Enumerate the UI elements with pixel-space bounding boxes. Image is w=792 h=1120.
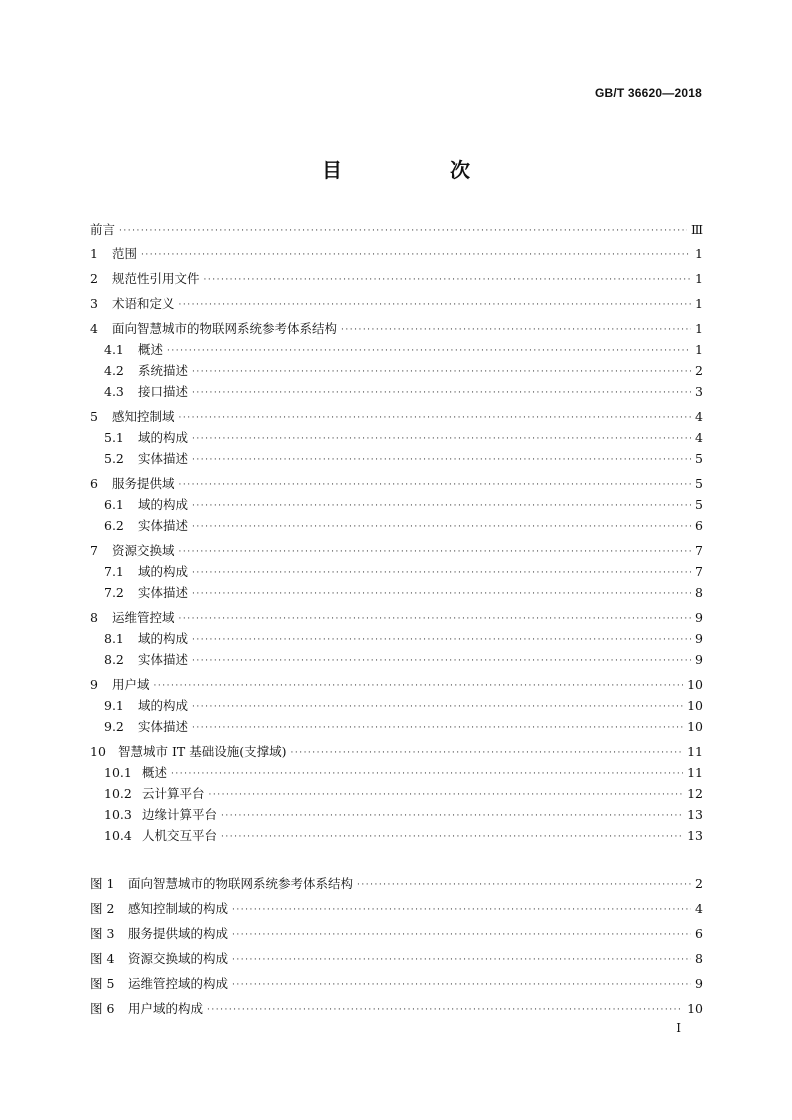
page-ref: 1	[695, 296, 703, 311]
section-title: 资源交换域的构成	[128, 951, 229, 966]
page-ref: 5	[695, 497, 703, 512]
leader-dots	[192, 365, 691, 379]
section-number: 图 1	[90, 876, 115, 891]
toc-item-label	[90, 1001, 203, 1017]
toc-item[interactable]	[90, 296, 703, 312]
toc-item[interactable]	[90, 222, 703, 238]
section-number: 3	[90, 296, 98, 311]
toc-item[interactable]	[90, 384, 703, 400]
section-number: 9	[90, 677, 98, 692]
page-ref: 5	[695, 451, 703, 466]
toc-item-label	[90, 296, 175, 312]
section-number: 10.1	[104, 765, 132, 780]
section-number: 1	[90, 246, 98, 261]
section-title: 运维管控域	[112, 610, 175, 625]
section-title: 智慧城市 IT 基础设施(支撑域)	[118, 744, 287, 759]
section-title: 前言	[90, 222, 116, 237]
toc-item[interactable]	[90, 698, 703, 714]
toc-item-label	[90, 677, 150, 693]
page-ref: 7	[695, 543, 703, 558]
toc-item-label	[90, 476, 175, 492]
leader-dots	[192, 432, 691, 446]
toc-item-label	[90, 518, 188, 534]
section-title: 实体描述	[138, 652, 189, 667]
toc-item[interactable]	[90, 564, 703, 580]
figure-list-item[interactable]	[90, 901, 703, 917]
figure-list-item[interactable]	[90, 951, 703, 967]
leader-dots	[192, 700, 683, 714]
leader-dots	[167, 344, 691, 358]
toc-item[interactable]	[90, 246, 703, 262]
section-title: 规范性引用文件	[112, 271, 200, 286]
leader-dots	[357, 878, 691, 892]
toc-item[interactable]	[90, 543, 703, 559]
toc-item-label	[90, 631, 188, 647]
section-title: 面向智慧城市的物联网系统参考体系结构	[128, 876, 354, 891]
leader-dots	[179, 478, 691, 492]
figure-list-item[interactable]	[90, 926, 703, 942]
section-title: 人机交互平台	[142, 828, 218, 843]
toc-item-label	[90, 363, 188, 379]
toc-item-label	[90, 698, 188, 714]
toc-item[interactable]	[90, 430, 703, 446]
toc-item-label	[90, 719, 188, 735]
section-title: 域的构成	[138, 497, 189, 512]
section-number: 4.2	[104, 363, 124, 378]
page-ref: Ⅲ	[690, 222, 703, 237]
figure-list-item[interactable]	[90, 976, 703, 992]
toc-item-label	[90, 271, 200, 287]
leader-dots	[204, 273, 691, 287]
section-number: 4.1	[104, 342, 124, 357]
leader-dots	[341, 323, 691, 337]
page-ref: 10	[687, 719, 703, 734]
section-number: 6.1	[104, 497, 124, 512]
leader-dots	[232, 903, 691, 917]
figure-list-item[interactable]	[90, 1001, 703, 1017]
section-number: 5.1	[104, 430, 124, 445]
section-title: 感知控制域的构成	[128, 901, 229, 916]
toc-item[interactable]	[90, 744, 703, 760]
page-ref: 1	[695, 342, 703, 357]
toc-item-label	[90, 828, 217, 844]
section-number: 5	[90, 409, 98, 424]
leader-dots	[192, 721, 683, 735]
toc-item[interactable]	[90, 476, 703, 492]
toc-item[interactable]	[90, 610, 703, 626]
toc-item-label	[90, 321, 337, 337]
leader-dots	[232, 953, 691, 967]
leader-dots	[179, 545, 691, 559]
page-ref: 3	[695, 384, 703, 399]
page-ref: 10	[687, 677, 703, 692]
toc-item[interactable]	[90, 497, 703, 513]
page-ref: 11	[687, 744, 703, 759]
leader-dots	[154, 679, 684, 693]
leader-dots	[221, 809, 683, 823]
page-ref: 1	[695, 271, 703, 286]
toc-item[interactable]	[90, 363, 703, 379]
page-ref: 1	[695, 321, 703, 336]
section-number: 图 5	[90, 976, 115, 991]
section-number: 6.2	[104, 518, 124, 533]
toc-item[interactable]	[90, 652, 703, 668]
section-number: 4	[90, 321, 98, 336]
toc-item[interactable]	[90, 321, 703, 337]
section-title: 实体描述	[138, 585, 189, 600]
section-number: 6	[90, 476, 98, 491]
page-title: 目 次	[322, 158, 514, 182]
section-number: 5.2	[104, 451, 124, 466]
toc-item-label	[90, 901, 228, 917]
section-number: 8	[90, 610, 98, 625]
section-title: 范围	[112, 246, 138, 261]
leader-dots	[179, 411, 691, 425]
section-number: 7	[90, 543, 98, 558]
page-ref: 5	[695, 476, 703, 491]
leader-dots	[232, 978, 691, 992]
section-title: 系统描述	[138, 363, 189, 378]
page-ref: 13	[687, 807, 703, 822]
page-ref: 9	[695, 652, 703, 667]
toc-item-label	[90, 384, 188, 400]
section-title: 实体描述	[138, 518, 189, 533]
toc-item[interactable]	[90, 807, 703, 823]
toc-item-label	[90, 976, 228, 992]
section-number: 图 3	[90, 926, 115, 941]
section-title: 概述	[138, 342, 164, 357]
leader-dots	[192, 520, 691, 534]
section-number: 10.2	[104, 786, 132, 801]
page-ref: 10	[687, 698, 703, 713]
toc-item[interactable]	[90, 677, 703, 693]
section-title: 实体描述	[138, 719, 189, 734]
leader-dots	[207, 1003, 683, 1017]
leader-dots	[192, 499, 691, 513]
page-ref: 4	[695, 409, 703, 424]
toc-item[interactable]	[90, 765, 703, 781]
section-number: 7.2	[104, 585, 124, 600]
leader-dots	[221, 830, 683, 844]
page-ref: 8	[695, 951, 703, 966]
leader-dots	[232, 928, 691, 942]
section-title: 用户域的构成	[128, 1001, 204, 1016]
section-title: 用户域	[112, 677, 150, 692]
toc-item-label	[90, 246, 137, 262]
toc-item-label	[90, 585, 188, 601]
toc-item-label	[90, 409, 175, 425]
section-number: 10	[90, 744, 106, 759]
section-title: 域的构成	[138, 430, 189, 445]
toc-item[interactable]	[90, 409, 703, 425]
page-ref: 1	[695, 246, 703, 261]
section-title: 感知控制域	[112, 409, 175, 424]
toc-item[interactable]	[90, 518, 703, 534]
leader-dots	[192, 386, 691, 400]
page-ref: 4	[695, 901, 703, 916]
toc-item[interactable]	[90, 719, 703, 735]
toc-item-label	[90, 430, 188, 446]
toc-item-label	[90, 926, 228, 942]
page-ref: 9	[695, 976, 703, 991]
section-title: 实体描述	[138, 451, 189, 466]
section-number: 10.4	[104, 828, 132, 843]
section-number: 2	[90, 271, 98, 286]
toc-item-label	[90, 744, 286, 760]
page-ref: 13	[687, 828, 703, 843]
section-title: 域的构成	[138, 698, 189, 713]
section-number: 8.2	[104, 652, 124, 667]
toc-item[interactable]	[90, 828, 703, 844]
page-ref: 9	[695, 610, 703, 625]
page-ref: 6	[695, 926, 703, 941]
toc-item-label	[90, 342, 163, 358]
section-number: 7.1	[104, 564, 124, 579]
section-title: 云计算平台	[142, 786, 205, 801]
toc-item-label	[90, 786, 205, 802]
leader-dots	[192, 587, 691, 601]
leader-dots	[141, 248, 691, 262]
section-title: 域的构成	[138, 564, 189, 579]
page-ref: 2	[695, 876, 703, 891]
section-title: 接口描述	[138, 384, 189, 399]
leader-dots	[209, 788, 684, 802]
leader-dots	[192, 633, 691, 647]
page-ref: 2	[695, 363, 703, 378]
toc-item[interactable]	[90, 271, 703, 287]
toc-item[interactable]	[90, 451, 703, 467]
section-title: 资源交换域	[112, 543, 175, 558]
toc-item-label	[90, 564, 188, 580]
page-ref: 4	[695, 430, 703, 445]
section-title: 服务提供域	[112, 476, 175, 491]
page-ref: 12	[687, 786, 703, 801]
section-title: 域的构成	[138, 631, 189, 646]
toc-item[interactable]	[90, 786, 703, 802]
leader-dots	[192, 453, 691, 467]
section-title: 运维管控域的构成	[128, 976, 229, 991]
leader-dots	[290, 746, 683, 760]
leader-dots	[119, 224, 687, 238]
section-title: 边缘计算平台	[142, 807, 218, 822]
section-number: 4.3	[104, 384, 124, 399]
figure-list-item[interactable]	[90, 876, 703, 892]
toc-item-label	[90, 951, 228, 967]
section-number: 8.1	[104, 631, 124, 646]
section-title: 服务提供域的构成	[128, 926, 229, 941]
section-number: 10.3	[104, 807, 132, 822]
page-ref: 8	[695, 585, 703, 600]
section-number: 9.1	[104, 698, 124, 713]
leader-dots	[171, 767, 683, 781]
toc-item[interactable]	[90, 631, 703, 647]
toc-item-label	[90, 652, 188, 668]
toc-item-label	[90, 765, 167, 781]
section-number: 图 6	[90, 1001, 115, 1016]
toc-item-label	[90, 222, 115, 238]
toc-item-label	[90, 876, 353, 892]
section-number: 9.2	[104, 719, 124, 734]
page-ref: 6	[695, 518, 703, 533]
page-number: I	[676, 1021, 681, 1035]
toc-item-label	[90, 543, 175, 559]
section-title: 术语和定义	[112, 296, 175, 311]
toc-item-label	[90, 451, 188, 467]
leader-dots	[192, 566, 691, 580]
toc-item-label	[90, 610, 175, 626]
leader-dots	[179, 612, 691, 626]
toc-item[interactable]	[90, 342, 703, 358]
page-ref: 7	[695, 564, 703, 579]
section-number: 图 4	[90, 951, 115, 966]
toc-item[interactable]	[90, 585, 703, 601]
section-number: 图 2	[90, 901, 115, 916]
page-ref: 11	[687, 765, 703, 780]
section-title: 概述	[142, 765, 168, 780]
toc-item-label	[90, 497, 188, 513]
section-title: 面向智慧城市的物联网系统参考体系结构	[112, 321, 338, 336]
leader-dots	[179, 298, 691, 312]
leader-dots	[192, 654, 691, 668]
page-ref: 9	[695, 631, 703, 646]
standard-number: GB/T 36620—2018	[594, 86, 702, 100]
toc-item-label	[90, 807, 217, 823]
page-ref: 10	[687, 1001, 703, 1016]
